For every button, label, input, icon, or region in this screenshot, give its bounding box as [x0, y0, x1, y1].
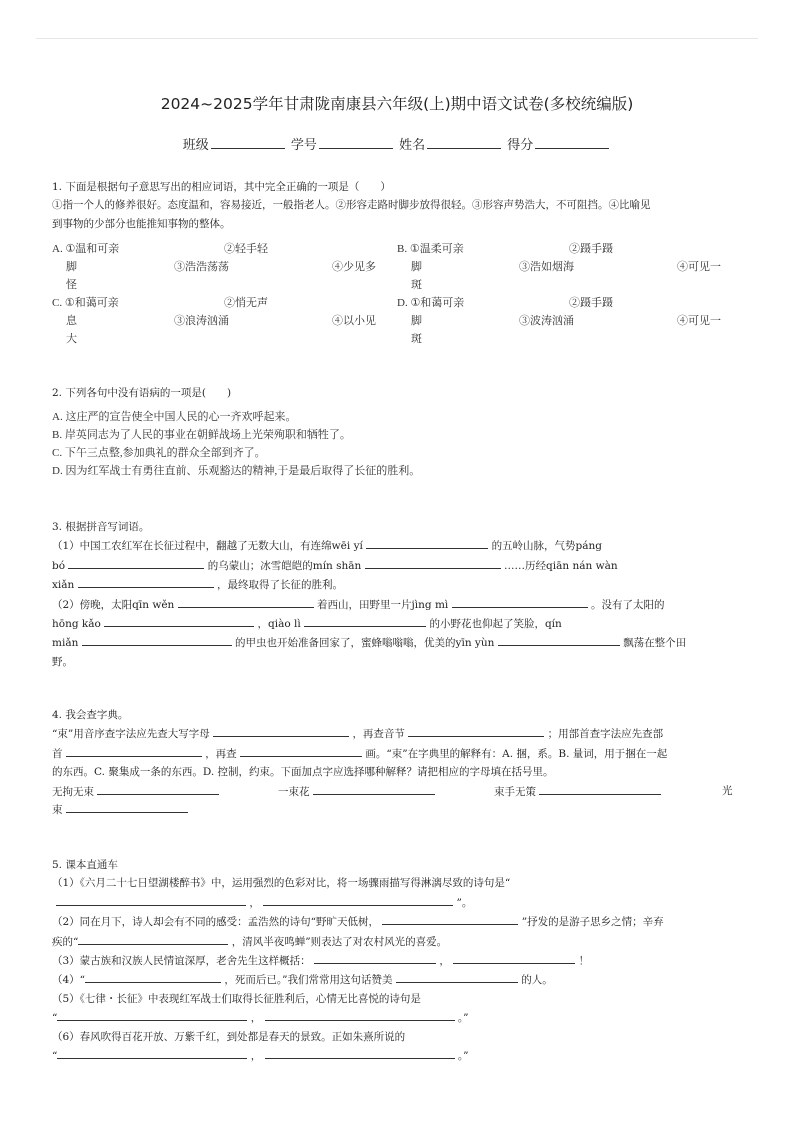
q4-stem: 4. 我会查字典。	[52, 709, 129, 721]
q3-line5a: hōng kǎo	[52, 618, 101, 631]
q4-word-2: 一束花	[278, 785, 310, 798]
q3-blank-qinmian[interactable]	[82, 633, 232, 646]
q5-blank-4b[interactable]	[396, 970, 518, 983]
q3-line4c: 。没有了太阳的	[590, 598, 665, 611]
q4-line2c: 画。“束”在字典里的解释有：A. 捆，系。B. 量词，用于捆在一起	[365, 747, 668, 760]
q5-blank-6a[interactable]	[57, 1046, 247, 1059]
q3-blank-weiyi[interactable]	[366, 536, 488, 549]
q5-blank-2b[interactable]	[78, 932, 228, 945]
q4-line3: 的东西。C. 聚集成一条的东西。D. 控制，约束。下面加点字应选择哪种解释？请把相应的字母填在括号里。	[52, 766, 554, 779]
q5-s4c: 的人。	[521, 974, 553, 987]
q2-option-b[interactable]: B. 岸英同志为了人民的事业在朝鲜战场上光荣殉职和牺牲了。	[52, 429, 351, 442]
q1-option-b[interactable]: B. ①温柔可亲	[397, 243, 464, 255]
q1-option-c[interactable]: C. ①和蔼可亲	[52, 297, 119, 309]
q5-s2c: 疾的“	[52, 935, 79, 948]
q1-option-d-4b: 斑	[411, 333, 422, 345]
q4-word-4a: 光	[722, 784, 733, 797]
q1-option-a-3: ③浩浩荡荡	[174, 261, 229, 273]
q5-s4b: ，死而后已。”我们常常用这句话赞美	[224, 974, 393, 987]
q3-line3b: ，最终取得了长征的胜利。	[217, 579, 343, 592]
q5-s3a: （3）蒙古族和汉族人民情谊深厚，老舍先生这样概括：	[52, 955, 311, 968]
q1-option-d-2: ②蹑手蹑	[569, 297, 613, 309]
q3-line2b: 的乌蒙山；冰雪皑皑的mín shān	[207, 559, 362, 572]
class-blank[interactable]	[211, 136, 285, 149]
q5-open-5: “	[52, 1012, 58, 1025]
q3-line4b: 着西山，田野里一片jìng mì	[317, 598, 449, 611]
q3-line4a: （2）傍晚，太阳qīn wěn	[52, 598, 175, 611]
q4-line2b: ，再查	[205, 747, 237, 760]
q4-word-1: 无拘无束	[52, 785, 94, 798]
q3-blank-hongkao[interactable]	[104, 614, 254, 627]
student-info-row	[0, 134, 794, 153]
q5-blank-6b[interactable]	[265, 1046, 455, 1059]
q5-open-6: “	[52, 1050, 58, 1063]
id-label: 学号	[290, 138, 317, 153]
q5-s2d: ，清风半夜鸣蝉”则表达了对农村风光的喜爱。	[231, 935, 448, 948]
q5-s4a: （4）“	[52, 974, 86, 987]
q3-line5c: 的小野花也仰起了笑脸，qín	[429, 618, 562, 631]
q1-option-a-2: ②轻手轻	[224, 243, 268, 255]
q1-option-a-4b: 怪	[66, 279, 77, 291]
q1-desc-line2: 到事物的少部分也能推知事物的整体。	[52, 217, 231, 230]
class-label: 班级	[182, 138, 209, 153]
q5-close-5: 。”	[457, 1012, 469, 1025]
q5-blank-1b[interactable]	[263, 893, 453, 906]
q5-blank-1a[interactable]	[56, 893, 246, 906]
q3-blank-pangbo[interactable]	[68, 556, 204, 569]
name-blank[interactable]	[427, 136, 501, 149]
q3-line2a: bó	[52, 559, 66, 572]
q1-option-c-2: ②悄无声	[224, 297, 268, 309]
q1-option-b-2b: 脚	[411, 261, 422, 273]
q4-line2a: 首	[52, 747, 63, 760]
question-3	[52, 518, 754, 671]
q4-line1c: ；用部首查字法应先查部	[547, 728, 664, 741]
q4-blank-w3[interactable]	[539, 782, 661, 795]
q5-blank-5b[interactable]	[265, 1008, 455, 1021]
q5-s5: （5）《七律・长征》中表现红军战士们取得长征胜利后，心情无比喜悦的诗句是	[52, 992, 421, 1005]
q3-line6b: 的甲虫也开始准备回家了，蜜蜂嗡嗡嗡，优美的yīn yùn	[235, 637, 495, 650]
q4-blank-syllable[interactable]	[408, 724, 544, 737]
score-label: 得分	[507, 138, 534, 153]
q4-blank-w1[interactable]	[97, 782, 219, 795]
q1-option-d-4: ④可见一	[677, 315, 721, 327]
q3-line1a: （1）中国工农红军在长征过程中，翻越了无数大山，有连绵wēi yí	[52, 540, 363, 553]
q5-s2a: （2）同在月下，诗人却会有不同的感受：孟浩然的诗句“野旷天低树，	[52, 916, 380, 929]
q3-blank-qiaoli[interactable]	[304, 614, 426, 627]
header-rule	[36, 38, 758, 39]
name-label: 姓名	[399, 138, 426, 153]
q4-word-4b: 束	[52, 803, 63, 816]
question-4	[52, 706, 754, 819]
q3-blank-jingmi[interactable]	[452, 595, 588, 608]
q5-s2b: ”抒发的是游子思乡之情；辛弃	[521, 916, 664, 929]
q1-option-d-3: ③波涛汹涌	[519, 315, 574, 327]
q3-line5b: ，qiào lì	[257, 618, 301, 631]
q1-option-b-2: ②蹑手蹑	[569, 243, 613, 255]
q4-line1a: “束”用音序查字法应先查大写字母	[52, 728, 210, 741]
q1-option-b-3: ③浩如烟海	[519, 261, 574, 273]
q5-blank-4a[interactable]	[85, 970, 221, 983]
q2-option-d[interactable]: D. 因为红军战士有勇往直前、乐观豁达的精神,于是最后取得了长征的胜利。	[52, 465, 421, 478]
q5-s1-end: ”。	[456, 896, 473, 909]
q2-option-c[interactable]: C. 下午三点整,参加典礼的群众全部到齐了。	[52, 447, 266, 460]
q1-option-b-4b: 斑	[411, 279, 422, 291]
q3-line7: 野。	[52, 655, 73, 668]
q1-option-a[interactable]: A. ①温和可亲	[52, 243, 120, 255]
id-blank[interactable]	[319, 136, 393, 149]
q3-line6a: miǎn	[52, 637, 79, 650]
q4-line1b: ，再查音节	[352, 728, 405, 741]
q1-option-d[interactable]: D. ①和蔼可亲	[397, 297, 465, 309]
q5-blank-5a[interactable]	[57, 1008, 247, 1021]
q1-option-d-2b: 脚	[411, 315, 422, 327]
q5-s1: （1）《六月二十七日望湖楼醉书》中，运用强烈的色彩对比，将一场骤雨描写得淋漓尽致的诗句是“	[52, 877, 511, 890]
question-2	[52, 384, 754, 480]
q2-stem: 2. 下列各句中没有语病的一项是( )	[52, 387, 232, 399]
q1-options	[52, 240, 752, 350]
q4-blank-w4[interactable]	[66, 800, 188, 813]
q1-option-a-2b: 脚	[66, 261, 77, 273]
q5-blank-2a[interactable]	[382, 912, 518, 925]
q4-blank-w2[interactable]	[313, 782, 435, 795]
q4-blank-strokes[interactable]	[240, 744, 362, 757]
q5-s3b: ，	[439, 955, 450, 968]
question-5	[52, 856, 754, 1065]
q3-blank-qiannan[interactable]	[78, 575, 214, 588]
q2-option-a[interactable]: A. 这庄严的宣告使全中国人民的心一齐欢呼起来。	[52, 411, 297, 424]
question-1	[52, 178, 754, 233]
q5-s3c: ！	[578, 955, 590, 968]
q3-line6c: 飘荡在整个田	[623, 637, 687, 650]
q5-comma-1: ，	[249, 896, 260, 909]
q5-blank-3a[interactable]	[314, 951, 436, 964]
q1-option-c-4: ④以小见	[332, 315, 376, 327]
q5-comma-6: ，	[250, 1050, 262, 1063]
q1-option-b-4: ④可见一	[677, 261, 721, 273]
q3-blank-qinwen[interactable]	[178, 595, 314, 608]
exam-title: 2024~2025学年甘肃陇南康县六年级(上)期中语文试卷(多校统编版)	[160, 95, 634, 113]
q1-stem: 1. 下面是根据句子意思写出的相应词语，其中完全正确的一项是（ ）	[52, 181, 391, 193]
q5-s6: （6）春风吹得百花开放、万紫千红，到处都是春天的景致。正如朱熹所说的	[52, 1030, 406, 1043]
q5-stem: 5. 课本直通车	[52, 859, 118, 871]
q3-line2c: ……历经qiān nán wàn	[504, 559, 618, 572]
score-blank[interactable]	[535, 136, 609, 149]
q3-blank-yinyun[interactable]	[498, 633, 620, 646]
q3-stem: 3. 根据拼音写词语。	[52, 521, 150, 533]
q5-blank-3b[interactable]	[453, 951, 575, 964]
q5-close-6: 。”	[457, 1050, 469, 1063]
q3-blank-minshan[interactable]	[365, 556, 501, 569]
q4-blank-radical[interactable]	[66, 744, 202, 757]
q3-line3a: xiǎn	[52, 579, 75, 592]
q5-comma-5: ，	[250, 1012, 262, 1025]
q1-option-c-4b: 大	[66, 333, 77, 345]
q3-line1b: 的五岭山脉，气势páng	[491, 540, 603, 553]
q4-word-3: 束手无策	[494, 785, 536, 798]
q1-option-c-2b: 息	[66, 315, 77, 327]
q4-blank-letter[interactable]	[213, 724, 349, 737]
q1-option-a-4: ④少见多	[332, 261, 376, 273]
q1-option-c-3: ③浪涛汹涌	[174, 315, 229, 327]
q1-desc-line1: ①指一个人的修养很好。态度温和，容易接近，一般指老人。②形容走路时脚步放得很轻。③形容声势浩大，不可阻挡。④比喻见	[52, 199, 651, 212]
